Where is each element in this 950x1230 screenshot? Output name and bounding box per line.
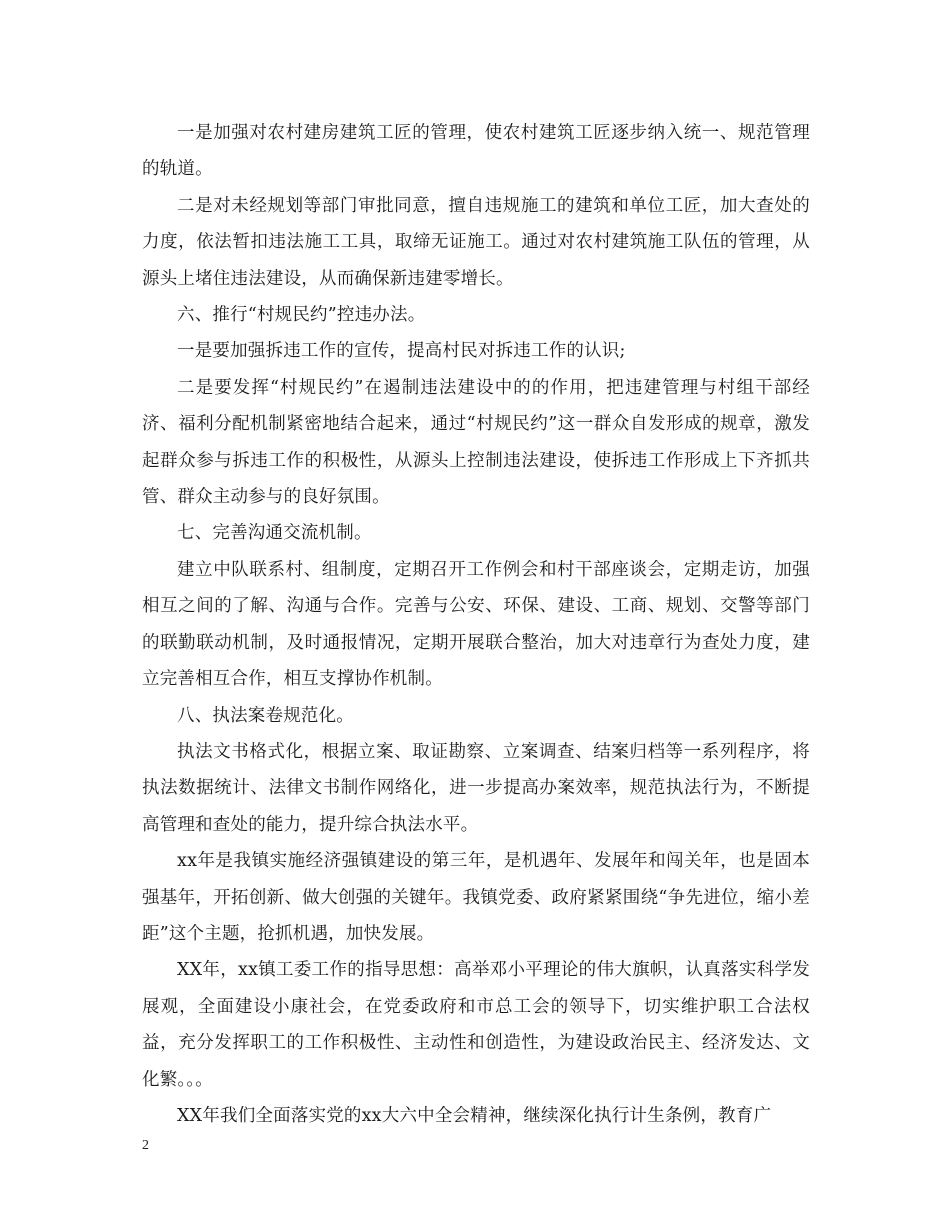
page-number: 2 bbox=[142, 1138, 149, 1153]
paragraph-2: 二是对未经规划等部门审批同意，擅自违规施工的建筑和单位工匠，加大查处的力度，依法暂扣违法施工工具，取缔无证施工。通过对农村建筑施工队伍的管理，从源头上堵住违法建设，从而确保新违建零增长。 bbox=[142, 195, 810, 289]
paragraph-6: 执法文书格式化，根据立案、取证勘察、立案调查、结案归档等一系列程序，将执法数据统计、法律文书制作网络化，进一步提高办案效率，规范执法行为，不断提高管理和查处的能力，提升综合执法水平。 bbox=[142, 741, 810, 835]
paragraph-8: XX年，xx镇工委工作的指导思想：高举邓小平理论的伟大旗帜，认真落实科学发展观，全面建设小康社会，在党委政府和市总工会的领导下，切实维护职工合法权益，充分发挥职工的工作积极性、主动性和创造性，为建设政治民主、经济发达、文化繁。。。 bbox=[142, 960, 810, 1090]
paragraph-4: 二是要发挥“村规民约”在遏制违法建设中的的作用，把违建管理与村组干部经济、福利分配机制紧密地结合起来，通过“村规民约”这一群众自发形成的规章，激发起群众参与拆违工作的积极性，从源头上控制违法建设，使拆违工作形成上下齐抓共管、群众主动参与的良好氛围。 bbox=[142, 377, 810, 508]
section-heading-6: 六、推行“村规民约”控违办法。 bbox=[177, 305, 426, 326]
paragraph-9: XX年我们全面落实党的xx大六中全会精神，继续深化执行计生条例，教育广 bbox=[177, 1105, 772, 1126]
document-body bbox=[142, 115, 810, 1134]
section-heading-7: 七、完善沟通交流机制。 bbox=[177, 523, 372, 544]
paragraph-5: 建立中队联系村、组制度，定期召开工作例会和村干部座谈会，定期走访，加强相互之间的了解、沟通与合作。完善与公安、环保、建设、工商、规划、交警等部门的联勤联动机制，及时通报情况，定期开展联合整治，加大对违章行为查处力度，建立完善相互合作，相互支撑协作机制。 bbox=[142, 559, 810, 690]
paragraph-3: 一是要加强拆违工作的宣传，提高村民对拆违工作的认识; bbox=[177, 341, 626, 362]
paragraph-1: 一是加强对农村建房建筑工匠的管理，使农村建筑工匠逐步纳入统一、规范管理的轨道。 bbox=[142, 123, 810, 180]
paragraph-7: xx年是我镇实施经济强镇建设的第三年，是机遇年、发展年和闯关年，也是固本强基年，开拓创新、做大创强的关键年。我镇党委、政府紧紧围绕“争先进位，缩小差距”这个主题，抢抓机遇，加快发展。 bbox=[142, 851, 810, 944]
section-heading-8: 八、执法案卷规范化。 bbox=[177, 705, 354, 726]
